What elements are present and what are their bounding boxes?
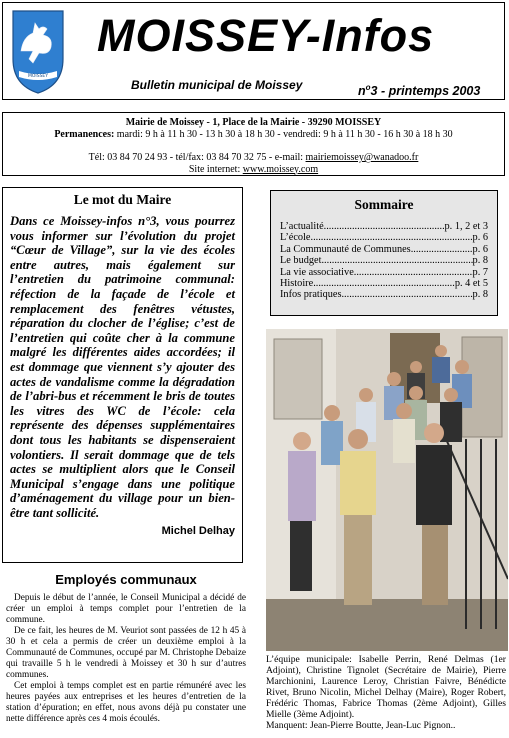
mairie-address: Mairie de Moissey - 1, Place de la Mairie - 39290 MOISSEY — [125, 117, 382, 128]
contact-box — [2, 112, 505, 176]
masthead — [2, 2, 505, 100]
phone-email: Tél: 03 84 70 24 93 - tél/fax: 03 84 70 32 75 - e-mail: mairiemoissey@wanadoo.fr — [88, 152, 419, 163]
newsletter-subtitle: Bulletin municipal de Moissey — [131, 78, 303, 92]
newsletter-title: MOISSEY-Infos — [97, 10, 435, 61]
mayor-message-body: Dans ce Moissey-infos n°3, vous pourrez vous informer sur l’évolution du projet “Cœur de Village”, sur la vie des écoles entre autres, mais également sur l’entretien du patrimoine communal: réfection de la façade de l’école et remplacement des fenêtres vétustes, réparation du clocher de l’église; c’est de l’entretien qui coûte cher à la commune malgré les différentes aides accordées; il est dommage que viennent s’y ajouter des actes de vandalisme comme la dégradation de l’abri-bus et récemment le bris de toutes les vitres des WC de l’école: cela représente des dépenses supplémentaires dont tous les habitants se dispenseraient volontiers. Il serait dommage que de tels actes se multiplient alors que le Conseil Municipal s’engage dans une politique d’aménagement du village pour un bien-être tant sollicité. — [10, 214, 235, 520]
toc-heading: Sommaire — [354, 197, 414, 212]
employees-paragraph: De ce fait, les heures de M. Veuriot sont passées de 12 h 45 à 30 h et cela a permis de créer un deuxième emploi à la Communauté de Communes, occupé par M. Christophe Debaize qui travaille 5 h le vendredi à Moissey et 30 h sur d’autres communes. — [6, 626, 246, 680]
absent-members: Manquent: Jean-Pierre Boutte, Jean-Luc Pignon.. — [266, 720, 456, 731]
toc-item[interactable]: L’école ..... p. 6 — [280, 232, 488, 243]
toc-item[interactable]: L’actualité ..... p. 1, 2 et 3 — [280, 221, 488, 232]
issue-number: $n^o3$ - printemps 2003 — [358, 83, 481, 99]
toc-item[interactable]: La vie associative ..... p. 7 — [280, 267, 488, 278]
toc-item[interactable]: Le budget ..... p. 8 — [280, 255, 488, 266]
employees-paragraph: Depuis le début de l’année, le Conseil Municipal a décidé de créer un emploi à temps complet pour l’entretien de la commune. — [6, 593, 246, 625]
toc-item[interactable]: Infos pratiques ..... p. 8 — [280, 289, 488, 300]
toc-item[interactable]: La Communauté de Communes ..... p. 6 — [280, 244, 488, 255]
mayor-message-box — [2, 187, 243, 563]
website-line: Site internet: www.moissey.com — [188, 163, 319, 175]
toc-item[interactable]: Histoire ..... p. 4 et 5 — [280, 278, 488, 289]
mayor-signature: Michel Delhay — [161, 525, 235, 538]
team-photo-illustration — [266, 329, 508, 651]
team-photo — [266, 329, 508, 651]
photo-caption: L’équipe municipale: Isabelle Perrin, René Delmas (1er Adjoint), Christine Tignolet (Secrétaire de Mairie), Pierre Marchionini, Laurence Leroy, Christian Faivre, Bénédicte Rivet, Bruno Nicolin, Michel Delhay (Maire), Roger Robert, Frédéric Thomas, Fabrice Thomas (2ème Adjoint), Gilles Mielle (3ème Adjoint). Manquent: Jean-Pierre Boutte, Jean-Luc Pignon.. — [266, 654, 506, 731]
mayor-message-heading: Le mot du Maire — [73, 192, 172, 207]
svg-text:MOISSEY: MOISSEY — [27, 74, 49, 79]
coat-of-arms-logo — [9, 7, 67, 95]
employees-paragraph: Cet emploi à temps complet est en partie rémunéré avec les heures payées aux entreprises et les heures d’entretien de la station d’épuration; en effet, nous avons déjà pu constater une nette différence après ces 4 mois écoulés. — [6, 681, 246, 724]
opening-hours: Permanences: mardi: 9 h à 11 h 30 - 13 h 30 à 18 h 30 - vendredi: 9 h à 11 h 30 - 16 h 30 à 18 h 30 — [54, 128, 453, 140]
employees-heading: Employés communaux — [55, 572, 197, 587]
table-of-contents — [270, 190, 498, 316]
employees-article — [6, 572, 246, 725]
email-link[interactable]: mairiemoissey@wanadoo.fr — [305, 152, 419, 163]
website-link[interactable]: www.moissey.com — [242, 163, 319, 175]
